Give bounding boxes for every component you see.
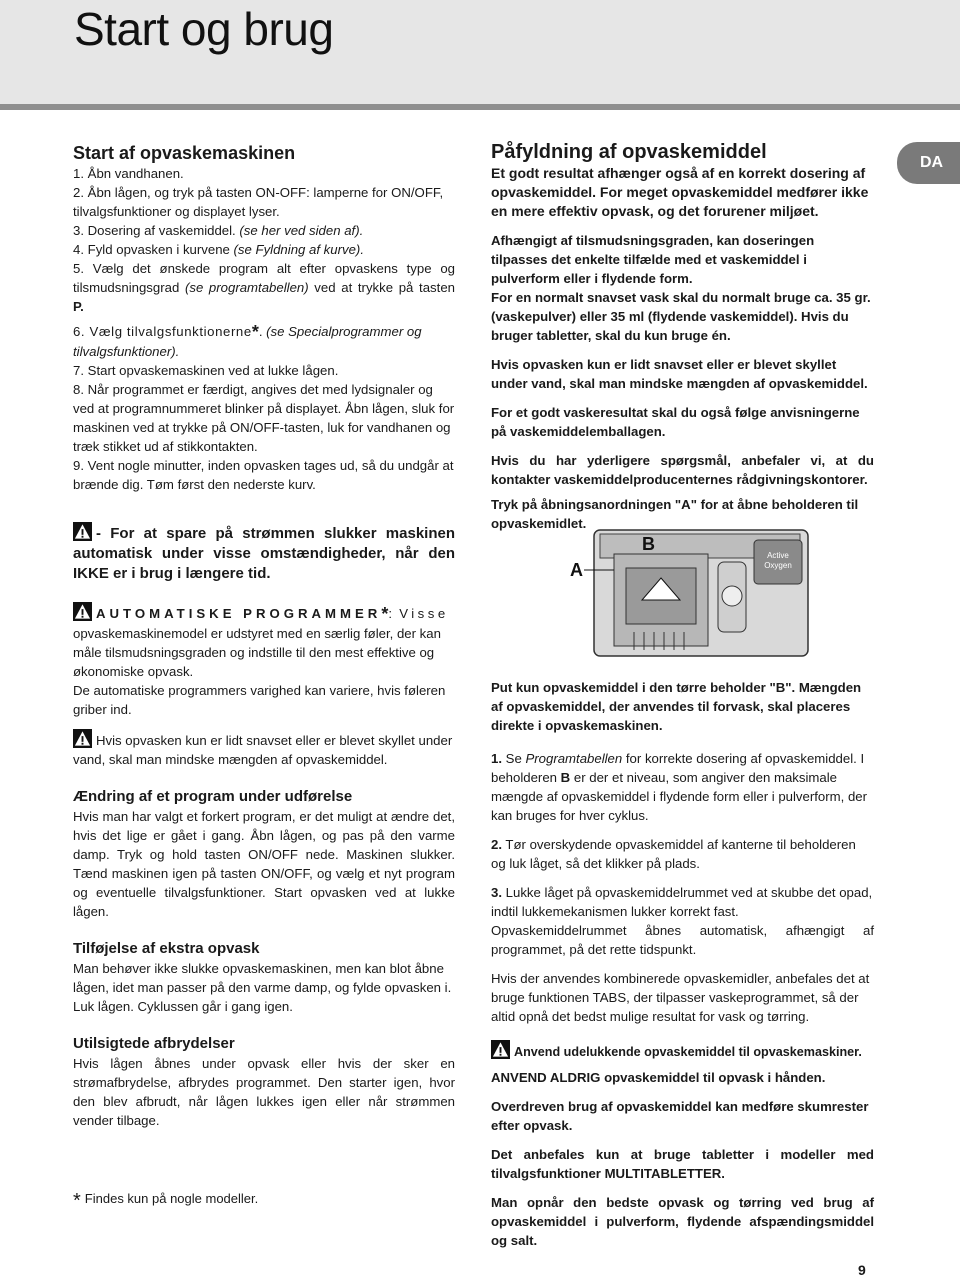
warning-icon (73, 522, 92, 541)
n1-num: 1. (491, 751, 502, 766)
warning-icon (491, 1040, 510, 1059)
step-5-ref: (se programtabellen) (184, 280, 309, 295)
oxygen-label: Oxygen (764, 561, 792, 570)
put-detergent: Put kun opvaskemiddel i den tørre beholder "B". Mængden af opvaskemiddel, der anvendes til forvask, skal placeres direkte i opvaskemaskinen. (491, 680, 862, 733)
step-1: 1. Åbn vandhanen. (73, 166, 184, 181)
step-7: 7. Start opvaskemaskinen ved at lukke lågen. (73, 363, 339, 378)
step-3-ref: (se her ved siden af). (239, 223, 364, 238)
label-b: B (642, 534, 655, 554)
detergent-heading: Påfyldning af opvaskemiddel (491, 141, 767, 163)
best-result: Man opnår den bedste opvask og tørring ved brug af opvaskemiddel i pulverform, flydende afspændingsmiddel og salt. (491, 1195, 874, 1248)
change-heading: Ændring af et program under udførelse (73, 788, 353, 805)
dirty-warning-text: Hvis opvasken kun er lidt snavset eller er blevet skyllet under vand, skal man mindske mængden af opvaskemiddel. (73, 733, 453, 767)
auto-star: * (381, 604, 389, 624)
step-2: 2. Åbn lågen, og tryk på tasten ON-OFF: lamperne for ON/OFF, tilvalgsfunktioner og displayet lyser. (73, 185, 444, 219)
numbered-3 (491, 883, 874, 921)
n3-text: Lukke låget på opvaskemiddelrummet ved at skubbe det opad, indtil lukkemekanismen lukker korrekt fast. (491, 885, 873, 919)
interrupt-text: Hvis lågen åbnes under opvask eller hvis der sker en strømafbrydelse, afbrydes programmet. Den starter igen, hvor den blev afbrudt, når lågen lukkes igen eller når strømmen vender tilbage. (73, 1056, 455, 1128)
step-3-text: 3. Dosering af vaskemiddel. (73, 223, 240, 238)
step-4-text: 4. Fyld opvasken i kurvene (73, 242, 234, 257)
detergent-p3: Hvis opvasken kun er lidt snavset eller er blevet skyllet under vand, skal man mindske mængden af opvaskemiddel. (491, 357, 868, 391)
step-5 (73, 259, 455, 316)
step-6-star: * (251, 322, 259, 342)
n1-b: B (560, 770, 571, 785)
extra-heading: Tilføjelse af ekstra opvask (73, 940, 260, 957)
extra-text: Man behøver ikke slukke opvaskemaskinen, men kan blot åbne lågen, idet man passer på den varme damp, og fylde opvasken i. Luk lågen. Cyklussen går i gang igen. (73, 961, 452, 1014)
step-5-text: 5. Vælg det ønskede program alt efter opvaskens type og tilsmudsningsgrad (73, 261, 455, 295)
n3-num: 3. (491, 885, 502, 900)
left-column (73, 142, 455, 1130)
n2-num: 2. (491, 837, 502, 852)
interrupt-heading: Utilsigtede afbrydelser (73, 1035, 235, 1052)
n1-ref: Programtabellen (525, 751, 623, 766)
header-divider (0, 104, 960, 110)
never-hand: ANVEND ALDRIG opvaskemiddel til opvask i hånden. (491, 1070, 826, 1085)
warning-icon (73, 602, 92, 621)
auto-lead: Visse (399, 606, 449, 621)
change-text: Hvis man har valgt et forkert program, er det muligt at ændre det, hvis det lige er gået i gang. Åbn lågen, og pas på den varme damp. Tryk og hold tasten ON/OFF nede. Maskinen slukker. Tænd maskinen igen på tasten ON/OFF, og vælg et nyt program og eventuelle tilvalgsfunktioner. Start opvasken ved at lukke lågen. (73, 809, 455, 919)
tablets-advice: Det anbefales kun at bruge tabletter i modeller med tilvalgsfunktioner MULTITABLETTER. (491, 1147, 874, 1181)
auto-title: AUTOMATISKE PROGRAMMER (96, 606, 382, 621)
overuse: Overdreven brug af opvaskemiddel kan medføre skumrester efter opvask. (491, 1099, 869, 1133)
n1-text: Se (502, 751, 526, 766)
language-tab: DA (897, 142, 960, 184)
n1-text3: er der et niveau, som angiver den maksimale mængde af opvaskemiddel i flydende form eller i pulverform, der kan bruges for hver cyklus. (491, 770, 868, 823)
active-label: Active (767, 551, 789, 560)
warning-icon (73, 729, 92, 748)
numbered-3-cont: Opvaskemiddelrummet åbnes automatisk, afhængigt af programmet, på det rette tidspunkt. (491, 923, 874, 957)
page-title: Start og brug (74, 3, 334, 55)
dirty-warning (73, 729, 455, 769)
step-5-key: P. (73, 299, 84, 314)
step-4-ref: (se Fyldning af kurve). (233, 242, 364, 257)
step-5-text2: ved at trykke på tasten (308, 280, 455, 295)
footnote-star: * (73, 1190, 81, 1212)
detergent-p1: Afhængigt af tilsmudsningsgraden, kan doseringen tilpasses det enkelte tilfælde med et vaskemiddel i pulverform eller i flydende form. (491, 233, 815, 286)
footnote-text: Findes kun på nogle modeller. (84, 1191, 259, 1206)
numbered-1 (491, 749, 874, 825)
rinse-level-icon (722, 586, 742, 606)
auto-text: opvaskemaskinemodel er udstyret med en særlig føler, der kan måle tilsmudsningsgraden og indstille til den mest effektive og økonomiske opvask. (73, 626, 441, 679)
step-4 (73, 240, 455, 259)
step-8: 8. Når programmet er færdigt, angives det med lydsignaler og ved at programnummeret blinker på displayet. Åbn lågen, sluk for maskinen ved at trykke på ON/OFF-tasten, luk for vandhanen og træk stikket ud af stikkontakten. (73, 382, 455, 454)
label-a: A (570, 560, 583, 580)
dispenser-illustration (556, 524, 818, 664)
right-column (491, 140, 874, 533)
right-column-lower (491, 678, 874, 1250)
auto-programs (73, 602, 455, 624)
numbered-2 (491, 835, 874, 873)
detergent-p6: Tryk på åbningsanordningen "A" for at åbne beholderen til opvaskemidlet. (491, 497, 859, 531)
page-number: 9 (858, 1262, 866, 1278)
step-3 (73, 221, 455, 240)
energy-warning-text: - For at spare på strømmen slukker maskinen automatisk under visse omstændigheder, når den IKKE er i brug i længere tid. (73, 525, 455, 582)
detergent-p2: For en normalt snavset vask skal du normalt bruge ca. 35 gr. (vaskepulver) eller 35 ml (flydende vaskemiddel). Hvis du bruger tabletter, skal du kun bruge én. (491, 290, 871, 343)
tabs-text: Hvis der anvendes kombinerede opvaskemidler, anbefales det at bruge funktionen TABS, der tilpasser vaskeprogrammet, så der altid opnå det bedst mulige resultat for vask og tørring. (491, 971, 870, 1024)
step-6-text: 6. Vælg tilvalgsfunktionerne (73, 324, 252, 339)
detergent-intro: Et godt resultat afhænger også af en korrekt dosering af opvaskemiddel. For meget opvaskemiddel medfører ikke en mere effektiv opvask, og det forurener miljøet. (491, 165, 869, 219)
step-9: 9. Vent nogle minutter, inden opvasken tages ud, så du undgår at brænde dig. Tøm først den nederste kurv. (73, 458, 454, 492)
auto-text2: De automatiske programmers varighed kan variere, hvis føleren griber ind. (73, 683, 446, 717)
detergent-p5: Hvis du har yderligere spørgsmål, anbefaler vi, at du kontakter vaskemiddelproducenternes rådgivningskontorer. (491, 453, 874, 487)
step-6-ref: (se Specialprogrammer og tilvalgsfunktioner). (73, 324, 422, 359)
n2-text: Tør overskydende opvaskemiddel af kanterne til beholderen og luk låget, så det klikker på plads. (491, 837, 856, 871)
detergent-warning (491, 1040, 874, 1062)
footnote (73, 1190, 258, 1213)
page-header (0, 0, 960, 104)
step-6-dot: . (258, 324, 267, 339)
detergent-warning-text: Anvend udelukkende opvaskemiddel til opvaskemaskiner. (514, 1045, 862, 1059)
start-heading: Start af opvaskemaskinen (73, 143, 296, 163)
step-6 (73, 322, 455, 361)
detergent-p4: For et godt vaskeresultat skal du også følge anvisningerne på vaskemiddelemballagen. (491, 405, 860, 439)
n1-text2: for korrekte dosering af opvaskemiddel. I beholderen (491, 751, 865, 785)
auto-colon: : (388, 606, 396, 621)
energy-warning (73, 522, 455, 584)
